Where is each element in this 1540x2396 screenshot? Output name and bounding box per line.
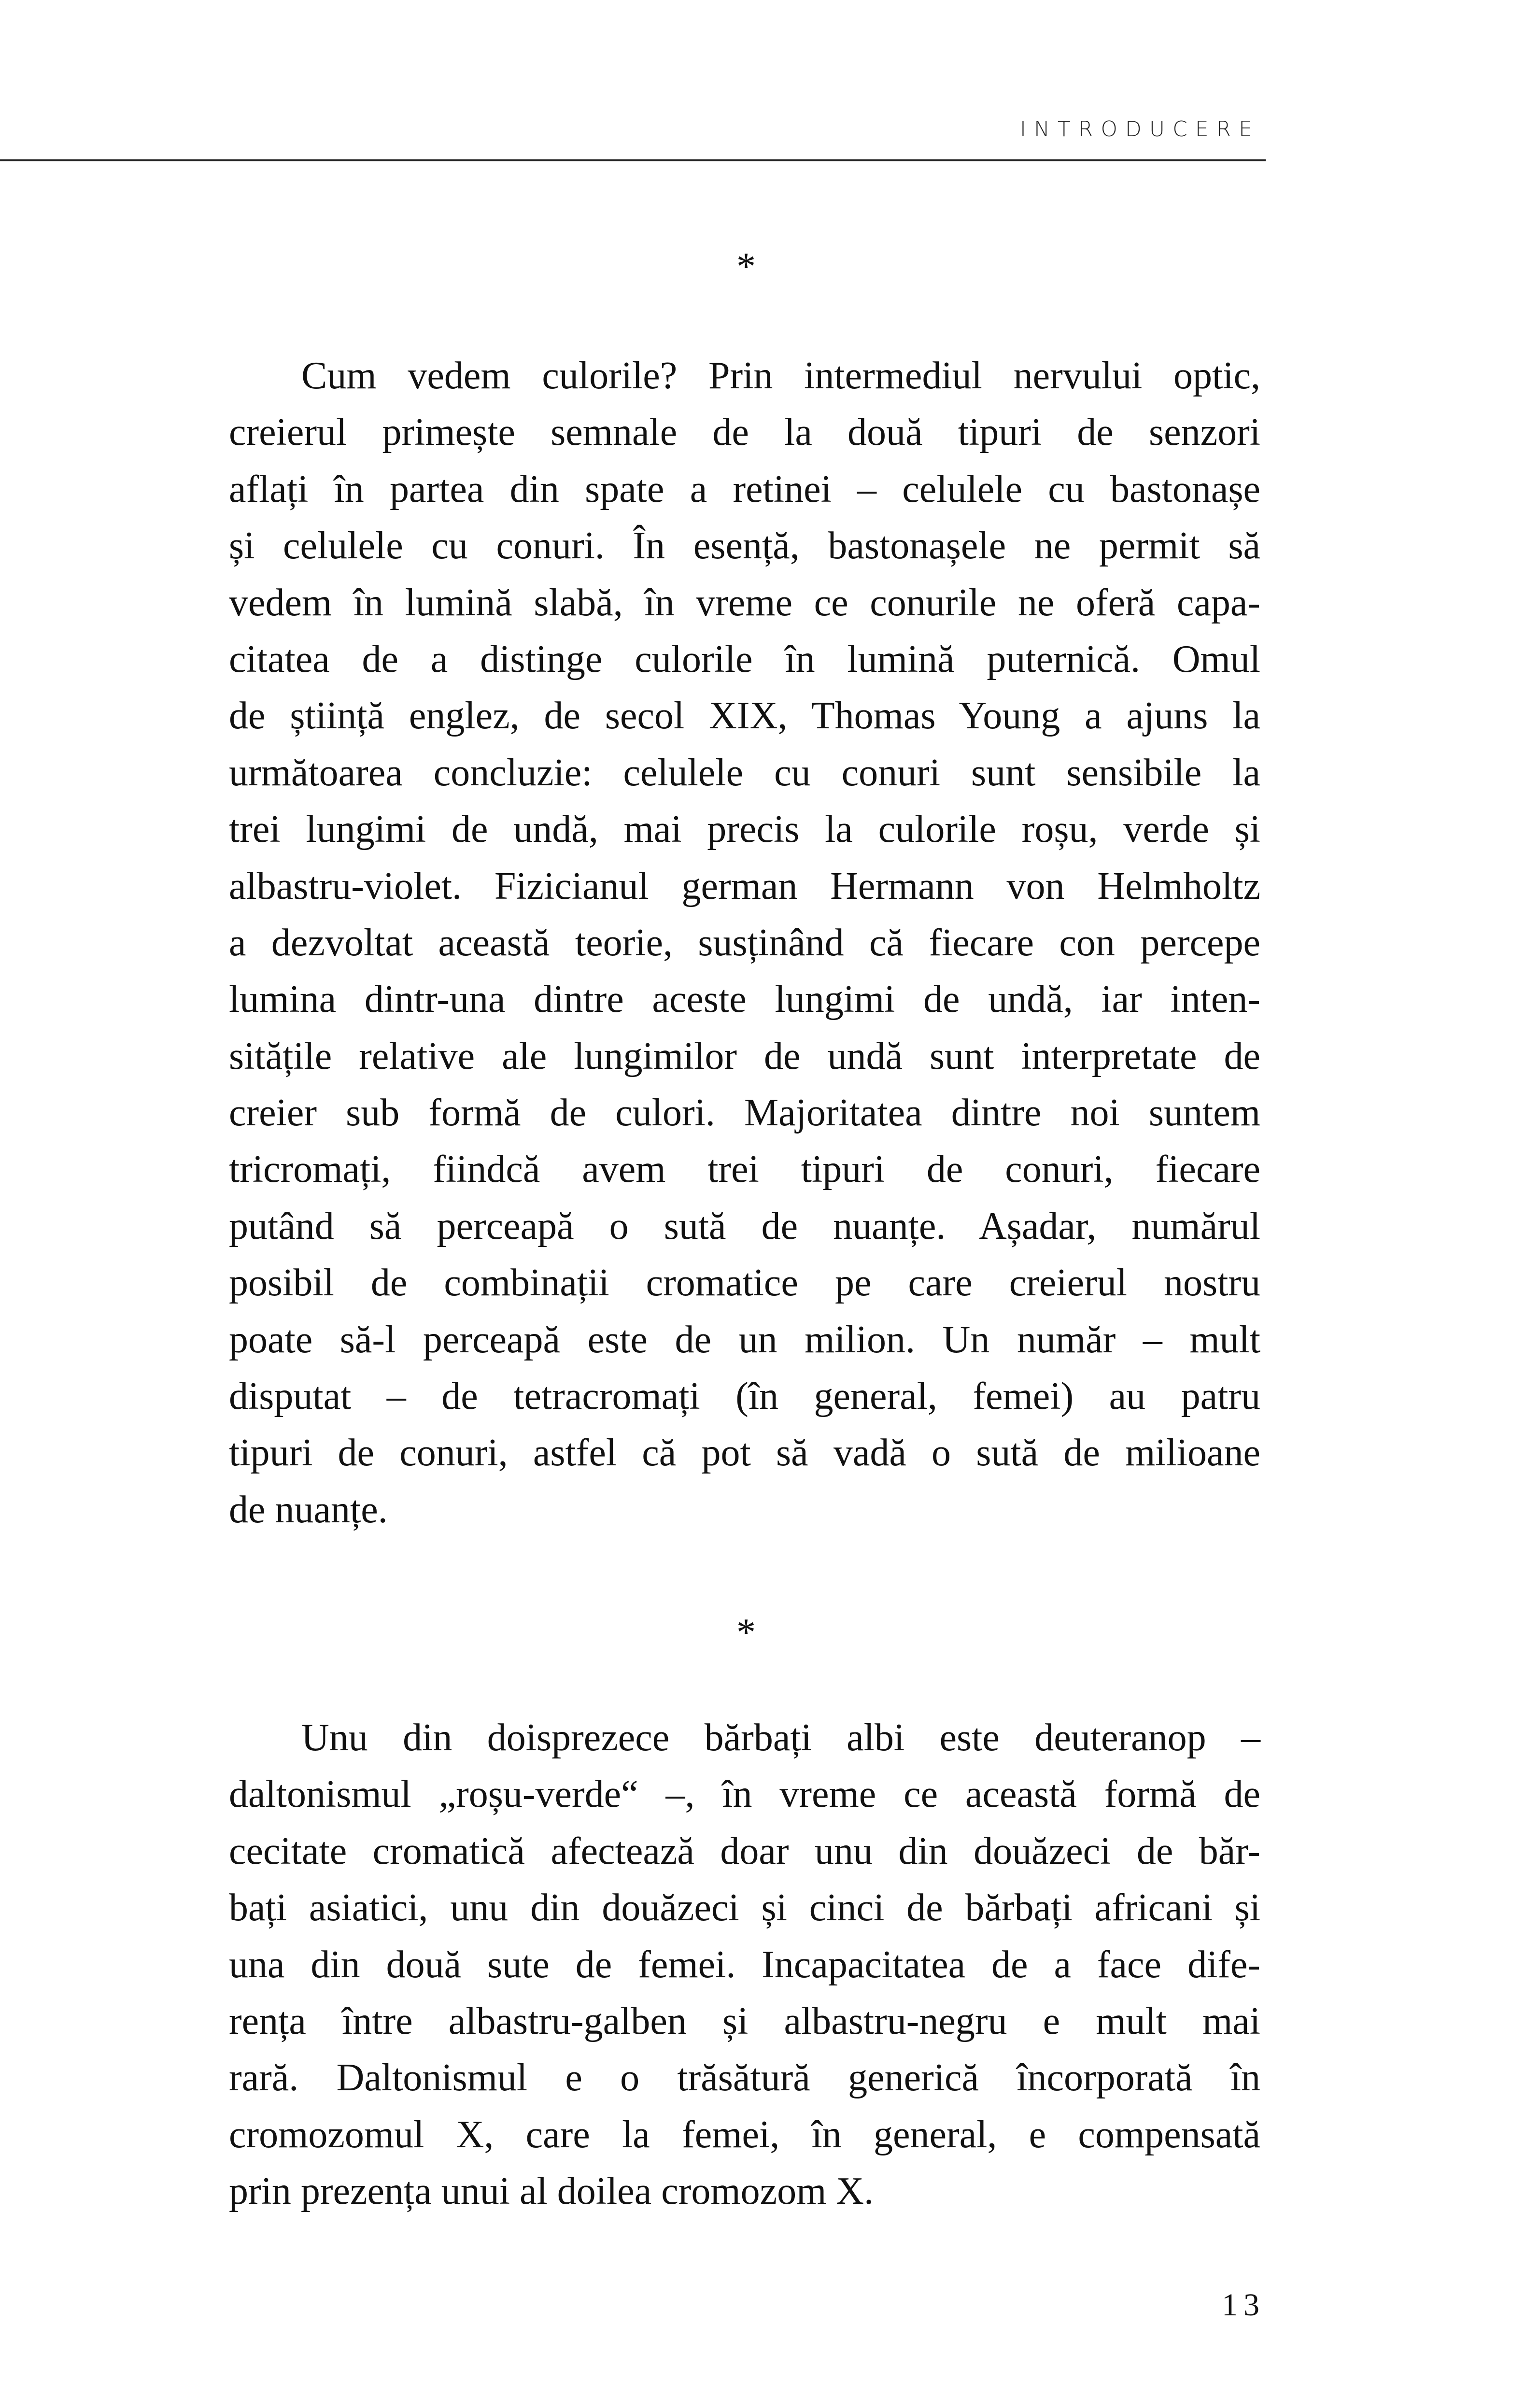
section-separator-asterisk: * <box>736 245 756 288</box>
text-line: rența între albastru-galben și albastru-negru e mult mai <box>229 1999 1260 2042</box>
text-line: posibil de combinații cromatice pe care creierul nostru <box>229 1262 1260 1304</box>
paragraph-color-vision <box>229 348 1260 1538</box>
text-line: vedem în lumină slabă, în vreme ce conurile ne oferă capa- <box>229 581 1260 624</box>
text-line: prin prezența unui al doilea cromozom X. <box>229 2170 874 2213</box>
text-line: Unu din doisprezece bărbați albi este deuteranop – <box>301 1716 1260 1759</box>
text-line: una din două sute de femei. Incapacitatea de a face dife- <box>229 1943 1260 1986</box>
text-line: următoarea concluzie: celulele cu conuri sunt sensibile la <box>229 751 1260 794</box>
text-line: lumina dintr-una dintre aceste lungimi de undă, iar inten- <box>229 978 1260 1021</box>
text-line: cromozomul X, care la femei, în general, e compensată <box>229 2113 1260 2156</box>
text-line: tricromați, fiindcă avem trei tipuri de conuri, fiecare <box>229 1148 1260 1191</box>
text-line: cecitate cromatică afectează doar unu din douăzeci de băr- <box>229 1829 1260 1872</box>
page-number: 13 <box>1222 2287 1265 2323</box>
text-line: citatea de a distinge culorile în lumină puternică. Omul <box>229 638 1260 681</box>
text-line: creierul primește semnale de la două tipuri de senzori <box>229 411 1260 454</box>
text-line: creier sub formă de culori. Majoritatea dintre noi suntem <box>229 1092 1260 1134</box>
text-line: daltonismul „roșu-verde“ –, în vreme ce această formă de <box>229 1773 1260 1816</box>
text-line: a dezvoltat această teorie, susținând că fiecare con percepe <box>229 921 1260 964</box>
running-header-title: INTRODUCERE <box>1020 117 1260 142</box>
paragraph-color-blindness <box>229 1710 1260 2220</box>
text-line: Cum vedem culorile? Prin intermediul nervului optic, <box>301 354 1260 397</box>
text-line: bați asiatici, unu din douăzeci și cinci de bărbați africani și <box>229 1886 1260 1929</box>
text-line: disputat – de tetracromați (în general, femei) au patru <box>229 1375 1260 1418</box>
text-line: rară. Daltonismul e o trăsătură generică încorporată în <box>229 2056 1260 2099</box>
text-line: poate să-l perceapă este de un milion. Un număr – mult <box>229 1318 1260 1361</box>
header-divider <box>0 159 1266 161</box>
text-line: aflați în partea din spate a retinei – celulele cu bastonașe <box>229 468 1260 510</box>
text-line: de nuanțe. <box>229 1488 388 1531</box>
text-line: albastru-violet. Fizicianul german Hermann von Helmholtz <box>229 865 1260 907</box>
text-line: și celulele cu conuri. În esență, bastonașele ne permit să <box>229 525 1260 567</box>
text-line: sitățile relative ale lungimilor de undă sunt interpretate de <box>229 1035 1260 1077</box>
text-line: tipuri de conuri, astfel că pot să vadă o sută de milioane <box>229 1432 1260 1474</box>
text-line: putând să perceapă o sută de nuanțe. Așadar, numărul <box>229 1205 1260 1248</box>
text-line: de știință englez, de secol XIX, Thomas Young a ajuns la <box>229 695 1260 737</box>
text-line: trei lungimi de undă, mai precis la culorile roșu, verde și <box>229 808 1260 851</box>
section-separator-asterisk: * <box>736 1611 756 1654</box>
